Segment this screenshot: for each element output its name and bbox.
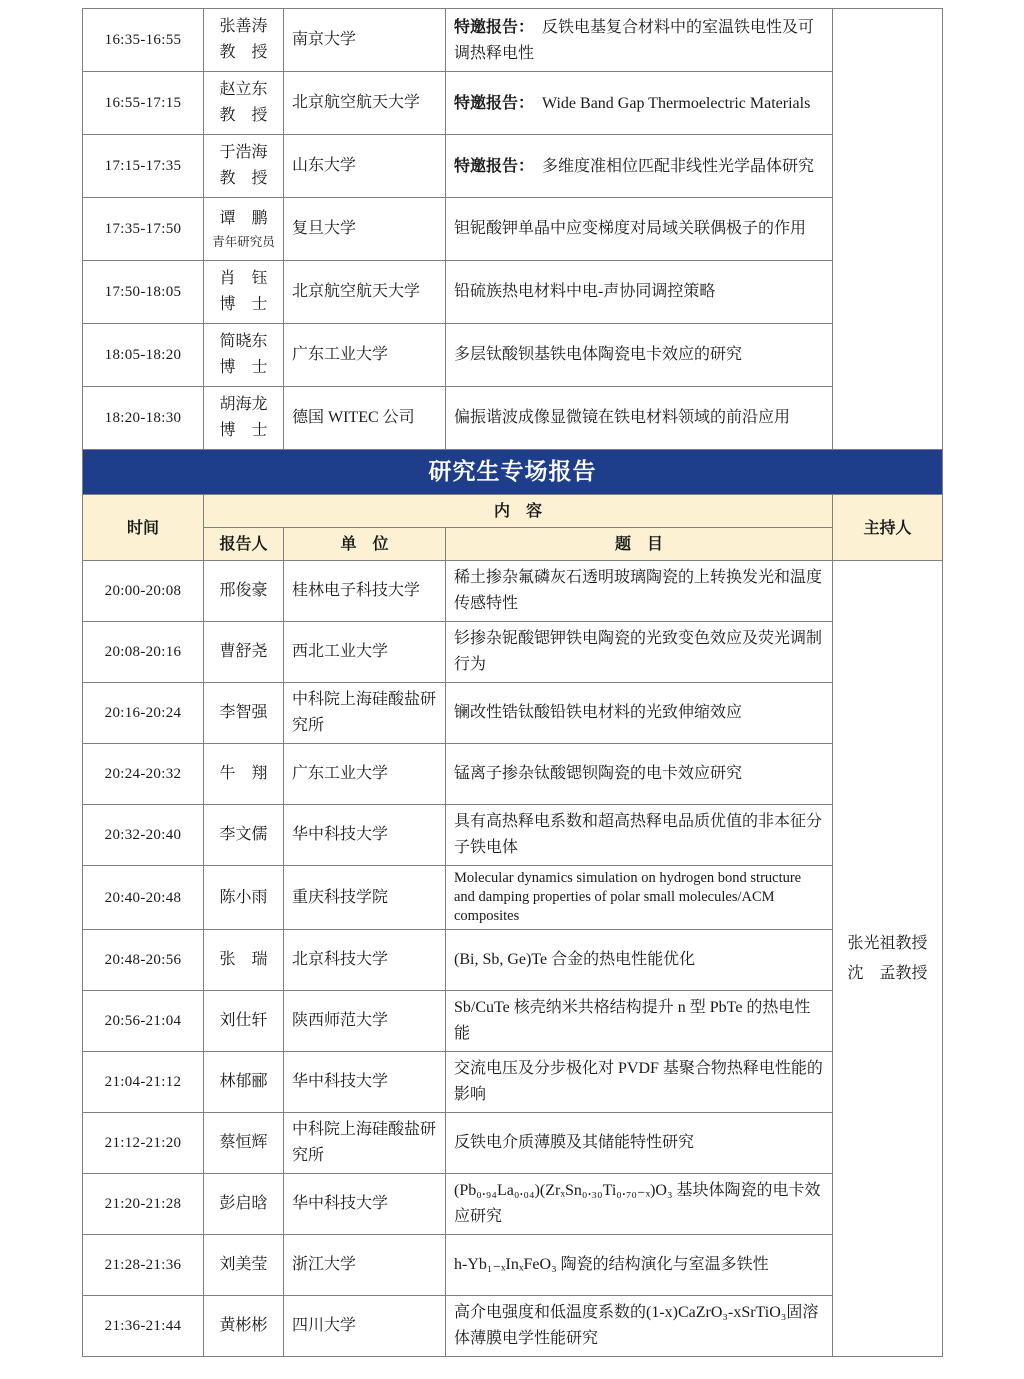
time-cell: 20:24-20:32	[83, 744, 204, 805]
table-row	[83, 622, 943, 683]
speaker-name: 谭 鹏	[219, 210, 268, 227]
unit-cell: 山东大学	[284, 135, 446, 198]
speaker-cell: 黄彬彬	[204, 1296, 284, 1357]
speaker-name: 简晓东	[219, 333, 268, 350]
talk-title: 多维度准相位匹配非线性光学晶体研究	[542, 157, 815, 175]
unit-cell: 四川大学	[284, 1296, 446, 1357]
speaker-title: 教 授	[219, 107, 268, 124]
table-row	[83, 744, 943, 805]
unit-cell: 复旦大学	[284, 198, 446, 261]
speaker-cell	[204, 261, 284, 324]
title-cell: 具有高热释电系数和超高热释电品质优值的非本征分子铁电体	[446, 805, 833, 866]
unit-cell: 陕西师范大学	[284, 991, 446, 1052]
unit-cell: 北京科技大学	[284, 930, 446, 991]
table-row	[83, 324, 943, 387]
title-cell: h-Yb₁₋ₓInₓFeO₃ 陶瓷的结构演化与室温多铁性	[446, 1235, 833, 1296]
title-cell	[446, 324, 833, 387]
table-row	[83, 1113, 943, 1174]
column-header-time: 时间	[83, 495, 204, 561]
speaker-cell: 牛 翔	[204, 744, 284, 805]
speaker-cell: 彭启晗	[204, 1174, 284, 1235]
table-row	[83, 683, 943, 744]
speaker-cell	[204, 198, 284, 261]
title-cell: (Pb₀.₉₄La₀.₀₄)(ZrₓSn₀.₃₀Ti₀.₇₀₋ₓ)O₃ 基块体陶瓷的电卡效应研究	[446, 1174, 833, 1235]
table-row	[83, 561, 943, 622]
unit-cell: 广东工业大学	[284, 324, 446, 387]
host-name: 沈 孟教授	[847, 964, 928, 982]
speaker-cell: 张 瑞	[204, 930, 284, 991]
title-cell	[446, 261, 833, 324]
speaker-name: 张善涛	[219, 18, 268, 35]
time-cell: 16:35-16:55	[83, 9, 204, 72]
time-cell: 21:28-21:36	[83, 1235, 204, 1296]
speaker-cell: 刘美莹	[204, 1235, 284, 1296]
time-cell: 20:56-21:04	[83, 991, 204, 1052]
table-row	[83, 72, 943, 135]
time-cell: 21:36-21:44	[83, 1296, 204, 1357]
table-row	[83, 9, 943, 72]
speaker-title: 青年研究员	[212, 235, 275, 249]
column-header-host: 主持人	[833, 495, 943, 561]
time-cell: 16:55-17:15	[83, 72, 204, 135]
table-row	[83, 1235, 943, 1296]
speaker-name: 赵立东	[219, 81, 268, 98]
title-cell: 稀土掺杂氟磷灰石透明玻璃陶瓷的上转换发光和温度传感特性	[446, 561, 833, 622]
title-cell	[446, 135, 833, 198]
talk-title: 多层钛酸钡基铁电体陶瓷电卡效应的研究	[454, 346, 743, 363]
title-cell: 交流电压及分步极化对 PVDF 基聚合物热释电性能的影响	[446, 1052, 833, 1113]
speaker-cell: 李文儒	[204, 805, 284, 866]
host-cell-empty	[833, 9, 943, 450]
speaker-title: 教 授	[219, 170, 268, 187]
talk-title: 钽铌酸钾单晶中应变梯度对局域关联偶极子的作用	[454, 220, 807, 237]
time-cell: 20:00-20:08	[83, 561, 204, 622]
table-row	[83, 805, 943, 866]
time-cell: 18:20-18:30	[83, 387, 204, 450]
title-cell: Molecular dynamics simulation on hydrogen bond structure and damping properties of polar small molecules/ACM composites	[446, 866, 833, 930]
speaker-cell: 刘仕轩	[204, 991, 284, 1052]
table-row	[83, 991, 943, 1052]
time-cell: 20:16-20:24	[83, 683, 204, 744]
conference-schedule-table	[82, 8, 943, 1357]
speaker-title: 教 授	[219, 44, 268, 61]
table-row	[83, 1052, 943, 1113]
column-header-topic: 题 目	[446, 528, 833, 561]
table-row	[83, 198, 943, 261]
host-name: 张光祖教授	[847, 934, 928, 952]
time-cell: 21:12-21:20	[83, 1113, 204, 1174]
invited-talk-prefix: 特邀报告：	[454, 16, 535, 36]
table-row	[83, 930, 943, 991]
unit-cell: 华中科技大学	[284, 1174, 446, 1235]
table-row	[83, 1296, 943, 1357]
time-cell: 21:20-21:28	[83, 1174, 204, 1235]
unit-cell: 北京航空航天大学	[284, 261, 446, 324]
speaker-name: 肖 钰	[219, 270, 268, 287]
speaker-cell	[204, 9, 284, 72]
time-cell: 21:04-21:12	[83, 1052, 204, 1113]
host-cell	[833, 561, 943, 1357]
unit-cell: 华中科技大学	[284, 1052, 446, 1113]
time-cell: 20:32-20:40	[83, 805, 204, 866]
unit-cell: 南京大学	[284, 9, 446, 72]
speaker-cell	[204, 72, 284, 135]
table-row	[83, 135, 943, 198]
unit-cell: 中科院上海硅酸盐研究所	[284, 683, 446, 744]
speaker-cell: 曹舒尧	[204, 622, 284, 683]
table-row	[83, 261, 943, 324]
title-cell	[446, 9, 833, 72]
column-header-unit: 单 位	[284, 528, 446, 561]
speaker-title: 博 士	[219, 296, 268, 313]
title-cell: 高介电强度和低温度系数的(1-x)CaZrO₃-xSrTiO₃固溶体薄膜电学性能研究	[446, 1296, 833, 1357]
unit-cell: 西北工业大学	[284, 622, 446, 683]
title-cell: (Bi, Sb, Ge)Te 合金的热电性能优化	[446, 930, 833, 991]
talk-title: Wide Band Gap Thermoelectric Materials	[542, 94, 811, 112]
unit-cell: 重庆科技学院	[284, 866, 446, 930]
invited-talk-prefix: 特邀报告：	[454, 92, 535, 112]
speaker-cell: 蔡恒辉	[204, 1113, 284, 1174]
table-row	[83, 866, 943, 930]
table-row	[83, 387, 943, 450]
header-row-sub	[83, 528, 943, 561]
title-cell: 钐掺杂铌酸锶钾铁电陶瓷的光致变色效应及荧光调制行为	[446, 622, 833, 683]
time-cell: 20:08-20:16	[83, 622, 204, 683]
speaker-cell	[204, 324, 284, 387]
column-header-content: 内 容	[204, 495, 833, 528]
header-row-top	[83, 495, 943, 528]
speaker-name: 胡海龙	[219, 396, 268, 413]
time-cell: 17:15-17:35	[83, 135, 204, 198]
unit-cell: 华中科技大学	[284, 805, 446, 866]
time-cell: 17:50-18:05	[83, 261, 204, 324]
invited-talk-prefix: 特邀报告：	[454, 155, 535, 175]
unit-cell: 中科院上海硅酸盐研究所	[284, 1113, 446, 1174]
title-cell	[446, 72, 833, 135]
title-cell	[446, 387, 833, 450]
section-banner	[83, 450, 943, 495]
speaker-title: 博 士	[219, 422, 268, 439]
unit-cell: 北京航空航天大学	[284, 72, 446, 135]
title-cell: 反铁电介质薄膜及其储能特性研究	[446, 1113, 833, 1174]
table-row	[83, 1174, 943, 1235]
title-cell: Sb/CuTe 核壳纳米共格结构提升 n 型 PbTe 的热电性能	[446, 991, 833, 1052]
speaker-title: 博 士	[219, 359, 268, 376]
speaker-cell	[204, 387, 284, 450]
time-cell: 20:48-20:56	[83, 930, 204, 991]
talk-title: 反铁电基复合材料中的室温铁电性及可调热释电性	[454, 18, 815, 62]
time-cell: 20:40-20:48	[83, 866, 204, 930]
talk-title: 偏振谐波成像显微镜在铁电材料领域的前沿应用	[454, 409, 791, 426]
time-cell: 17:35-17:50	[83, 198, 204, 261]
talk-title: 铅硫族热电材料中电-声协同调控策略	[454, 283, 716, 300]
speaker-cell	[204, 135, 284, 198]
section-banner-title: 研究生专场报告	[83, 450, 943, 495]
title-cell	[446, 198, 833, 261]
speaker-cell: 陈小雨	[204, 866, 284, 930]
unit-cell: 广东工业大学	[284, 744, 446, 805]
speaker-cell: 邢俊豪	[204, 561, 284, 622]
speaker-cell: 林郁郦	[204, 1052, 284, 1113]
title-cell: 镧改性锆钛酸铅铁电材料的光致伸缩效应	[446, 683, 833, 744]
unit-cell: 德国 WITEC 公司	[284, 387, 446, 450]
title-cell: 锰离子掺杂钛酸锶钡陶瓷的电卡效应研究	[446, 744, 833, 805]
time-cell: 18:05-18:20	[83, 324, 204, 387]
speaker-cell: 李智强	[204, 683, 284, 744]
unit-cell: 桂林电子科技大学	[284, 561, 446, 622]
column-header-speaker: 报告人	[204, 528, 284, 561]
speaker-name: 于浩海	[219, 144, 268, 161]
unit-cell: 浙江大学	[284, 1235, 446, 1296]
